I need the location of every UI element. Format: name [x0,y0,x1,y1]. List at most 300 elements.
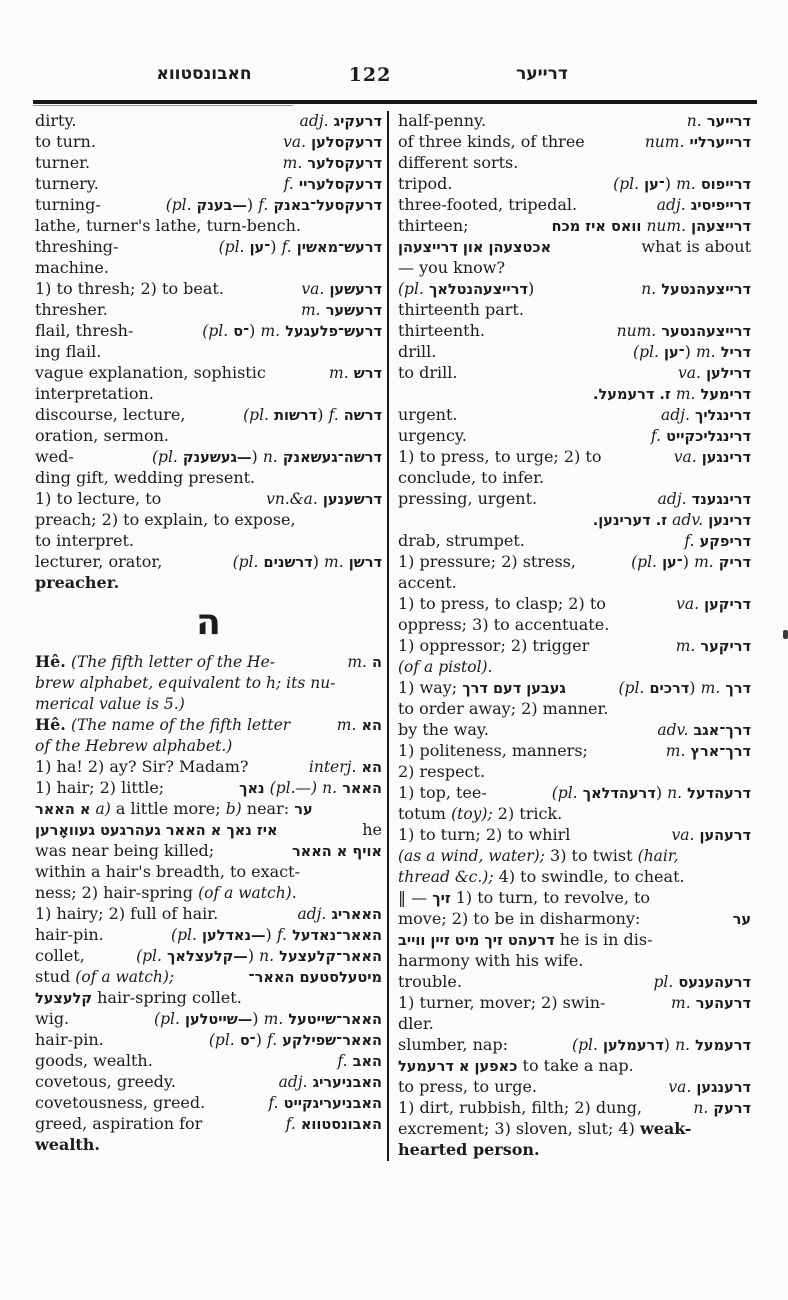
page-number: 122 [348,64,392,86]
text-run: move; 2) to be in disharmony: [398,909,641,928]
entry-english-text [35,694,185,713]
hebrew-run: קלעצעל [35,991,93,1007]
entry-line [398,699,751,720]
text-run: (pl. [136,947,162,965]
text-run: f. [337,1052,348,1070]
text-run: f. [283,175,294,193]
hebrew-run: ה [372,655,382,671]
entry-headword-group [243,405,382,424]
entry-headword-group [337,715,382,734]
text-run: (pl. [165,196,192,214]
text-run: goods, wealth. [35,1051,153,1070]
entry-line [398,216,751,237]
text-run: adj. [656,196,686,214]
entry-headword-group [658,489,751,508]
entry-english-text [398,594,606,613]
text-run: pl. [653,973,674,991]
entry-headword-group [337,1051,382,1070]
text-run: 1) hairy; 2) full of hair. [35,904,219,923]
hebrew-run: זיך [432,891,451,907]
entry-english-text [398,573,457,592]
text-run: within a hair's breadth, to exact- [35,862,301,881]
entry-line [398,1098,751,1119]
entry-line [398,510,751,531]
entry-headword-group [219,237,382,256]
text-run: 1) to turn; 2) to whirl [398,825,571,844]
entry-headword-group [347,652,382,671]
text-run: different sorts. [398,153,519,172]
entry-headword-group [268,1093,382,1112]
entry-english-text [35,384,154,403]
entry-line [398,237,751,258]
text-run: half-penny. [398,111,487,130]
hebrew-run: דרינגען [701,450,751,466]
text-run: urgent. [398,405,458,424]
text-run: — you know? [398,258,506,277]
guide-word-left: חאבונסטווא [156,64,252,84]
entry-english-text [35,363,266,382]
entry-headword-group [671,993,751,1012]
entry-line [35,426,382,447]
text-run: (pl. [633,343,659,361]
text-run: m. [675,637,696,655]
entry-english-text [35,531,134,550]
entry-line [398,552,751,573]
hebrew-run: וואס איז מכח [551,219,642,235]
entry-headword-group [674,447,751,466]
hebrew-run: ער [294,802,313,818]
text-run: covetousness, greed. [35,1093,206,1112]
entry-line [398,1035,751,1056]
entry-headword-group [676,594,751,613]
hebrew-run: האאר־קלעצעל [279,949,382,965]
hebrew-run: איז נאך א האאר געהרגעט געוואָרען [35,823,278,839]
entry-headword-group [687,111,751,130]
column-1 [35,111,387,1161]
text-run: (The fifth letter of the He- [70,653,275,671]
hebrew-run: האבניעריג [312,1075,382,1091]
entry-headword-group [613,174,751,193]
entry-headword-group [362,820,382,839]
entry-line [35,300,382,321]
hebrew-run: —בענק [196,198,247,214]
hebrew-run: ־ען [644,177,665,193]
hebrew-run: דרייער [706,114,751,130]
text-run: tripod. [398,174,453,193]
entry-english-text [398,321,485,340]
text-run: 1) turner, mover; 2) swin- [398,993,606,1012]
text-run: f. [267,1031,278,1049]
hebrew-run: דרייצעהנטעל [661,282,751,298]
hebrew-run: דרייצעהנטער [661,324,751,340]
hebrew-run: א האאר [35,802,91,818]
entry-line [398,993,751,1014]
entry-line [35,1051,382,1072]
text-run: 1) way; [398,678,458,697]
entry-line [35,904,382,925]
entry-english-text [35,174,99,193]
hebrew-run: הא [361,718,382,734]
text-run: f. [281,238,292,256]
entry-line [35,342,382,363]
hebrew-run: דרך־אגב [693,723,751,739]
hebrew-run: דרינגענד [691,492,751,508]
hebrew-run: ־ען [663,345,685,361]
entry-line [35,1114,382,1135]
entry-english-text [35,1114,202,1133]
entry-english-text [35,573,119,592]
entry-line [398,279,751,300]
text-run: (hair, [637,847,679,865]
entry-english-text [35,321,133,340]
text-run: 1) to thresh; 2) to beat. [35,279,224,298]
hebrew-run: דרינגליכקייט [666,429,751,445]
text-run: ) [684,342,691,361]
text-run: excrement; 3) sloven, slut; 4) [398,1119,635,1138]
hebrew-run: דרך [725,681,751,697]
hebrew-run: האאר [342,781,382,797]
text-run: of the Hebrew alphabet.) [35,737,233,755]
text-run: hair-pin. [35,925,104,944]
hebrew-run: דרעשער [325,303,382,319]
text-run: m. [324,553,344,571]
text-run: preacher. [35,573,120,592]
entry-english-text [398,489,537,508]
entry-english-text [35,342,101,361]
text-run: 1) politeness, manners; [398,741,588,760]
entry-headword-group [266,489,382,508]
text-run: (pl. [208,1031,235,1049]
hebrew-run: דרעשען [329,282,382,298]
text-run: ness; 2) hair-spring [35,883,193,902]
entry-english-text [35,1093,205,1112]
entry-english-text [35,195,101,214]
text-run: adv. [657,721,689,739]
entry-english-text [398,426,467,445]
entry-english-text [35,904,218,923]
hebrew-run: כאפען א דרעמעל [398,1059,518,1075]
text-run: n. [667,784,683,802]
text-run: adj. [661,406,690,424]
text-run: m. [675,385,696,403]
text-run: m. [336,716,357,734]
text-run: ) [664,174,672,193]
entry-line [35,736,382,757]
text-run: n. [693,1099,709,1117]
text-run: 1) dirt, rubbish, filth; 2) dung, [398,1098,643,1117]
entry-line [35,967,382,988]
text-run: collet, [35,946,85,965]
text-run: adj. [299,112,329,130]
text-run: adj. [657,490,687,508]
entry-line [35,531,382,552]
text-run: dler. [398,1014,434,1033]
text-run: 1) pressure; 2) stress, [398,552,576,571]
hebrew-run: דרינגליך [695,408,751,424]
entry-line [35,1135,382,1156]
text-run: slumber, nap: [398,1035,509,1054]
hebrew-run: דרכים [649,681,690,697]
entry-line [398,1140,751,1161]
text-run: thirteenth part. [398,300,524,319]
hebrew-run: דרעקיג [333,114,382,130]
hebrew-run: דרייפיסיג [690,198,751,214]
text-run: dirty. [35,111,77,130]
text-run: (pl. [551,784,578,802]
text-run: adj. [278,1073,308,1091]
hebrew-run: —נאדלען [201,928,266,944]
entry-line [35,652,382,673]
entry-english-text [398,888,650,907]
hebrew-run: דרעהענעס [678,975,751,991]
text-run: ) [246,195,254,214]
entry-headword-group [309,757,382,776]
entry-english-text [35,132,96,151]
text-run: pressing, urgent. [398,489,538,508]
text-run: m. [695,343,716,361]
hebrew-run: דריקער [700,639,751,655]
text-run: f. [684,532,695,550]
text-run: va. [301,280,325,298]
entry-headword-group [301,279,382,298]
entry-line [35,216,382,237]
hebrew-run: דרינען [708,513,751,529]
text-run: m. [260,322,281,340]
entry-english-text [398,258,505,277]
entry-headword-group [283,153,382,172]
text-run: interpretation. [35,384,154,403]
text-run: wed- [35,447,74,466]
text-run: (pl. [243,406,269,424]
entry-line [398,132,751,153]
entry-english-text [35,925,104,944]
entry-english-text [35,1135,100,1154]
text-run: m. [700,679,721,697]
entry-line [398,531,751,552]
entry-line [35,799,382,820]
entry-english-text [35,673,335,692]
text-run: to press, to urge. [398,1077,537,1096]
text-run: ) [682,552,689,571]
text-run: f. [328,406,339,424]
text-run: n. [259,947,275,965]
hebrew-run: האב [352,1054,382,1070]
entry-line [35,321,382,342]
hebrew-run: דרעש־פלעגעל [285,324,382,340]
text-run: m. [665,742,686,760]
text-run: interj. [308,758,357,776]
entry-line [398,489,751,510]
text-run: Hê. [35,715,66,734]
header-rule [33,100,757,104]
entry-english-text [398,846,679,865]
entry-english-text [35,841,214,860]
text-run: (pl. [572,1036,598,1054]
text-run: n. [641,280,657,298]
entry-line [398,762,751,783]
hebrew-run: דרעקסעל־באנק [273,198,382,214]
text-run: he [362,820,382,839]
entry-headword-group [593,510,751,529]
text-run: machine. [35,258,109,277]
entry-line [35,489,382,510]
entry-line [398,195,751,216]
entry-line [398,615,751,636]
entry-english-text [398,1140,540,1159]
text-run: to interpret. [35,531,134,550]
entry-headword-group [617,321,751,340]
text-run: ) [252,1009,259,1028]
hebrew-run: דרשנים [263,555,313,571]
entry-line [35,384,382,405]
text-run: brew alphabet, equivalent to h; its nu- [35,674,336,692]
hebrew-run: דרעקסלער [307,156,382,172]
text-run: vague explanation, sophistic [35,363,266,382]
entry-line [398,741,751,762]
entry-english-text [398,930,653,949]
hebrew-run: דריקען [704,597,751,613]
text-run: turner. [35,153,91,172]
text-run: ) [312,552,319,571]
hebrew-run: דרעמעל [695,1038,751,1054]
entry-english-text [398,720,489,739]
entry-headword-group [283,132,382,151]
hebrew-run: דרעקסלעריי [298,177,382,193]
hebrew-run: האאר־שפילקע [282,1033,382,1049]
entry-line [35,757,382,778]
entry-english-text [398,825,570,844]
entry-english-text [35,1051,153,1070]
columns-container [0,104,788,1161]
entry-english-text [398,279,534,298]
text-run: m. [347,653,367,671]
hebrew-run: ־ען [249,240,271,256]
text-run: ‖ — [398,888,428,907]
text-run: to take a nap. [522,1056,634,1075]
text-run: drab, strumpet. [398,531,525,550]
text-run: n. [686,112,702,130]
hebrew-run: דרילען [706,366,751,382]
entry-line [398,153,751,174]
hebrew-run: דרייצעהן [691,219,751,235]
text-run: to turn. [35,132,96,151]
text-run: ) [251,447,258,466]
entry-english-text [398,153,518,172]
entry-line [398,636,751,657]
entry-line [398,720,751,741]
entry-line [35,715,382,736]
text-run: f. [285,1115,296,1133]
hebrew-run: דריק [718,555,751,571]
entry-english-text [398,552,576,571]
text-run: 2) trick. [497,804,563,823]
hebrew-run: דרעהדלאך [582,786,656,802]
entry-english-text [35,552,162,571]
text-run: a) [95,800,111,818]
hebrew-run: דרעהער [695,996,751,1012]
entry-headword-group [239,778,382,797]
entry-line [398,321,751,342]
hebrew-run: מיטעלסטעם האאר־ [248,970,382,986]
text-run: preach; 2) to explain, to expose, [35,510,296,529]
hebrew-run: —געשענק [182,450,252,466]
entry-english-text [35,652,275,671]
text-run: m. [671,994,691,1012]
entry-headword-group [633,342,751,361]
entry-line [35,174,382,195]
entry-line [35,946,382,967]
entry-line [398,678,751,699]
entry-english-text [35,715,290,734]
entry-english-text [398,636,589,655]
entry-english-text [398,342,436,361]
text-run: weak- [639,1119,692,1138]
entry-english-text [398,363,457,382]
hebrew-run: האאר־שייטעל [288,1012,382,1028]
text-run: he is in dis- [559,930,653,949]
text-run: (toy); [451,805,493,823]
entry-english-text [398,699,608,718]
text-run: (pl. [631,553,657,571]
entry-headword-group [666,741,751,760]
entry-english-text [398,783,487,802]
entry-line [35,673,382,694]
text-run: (pl. [154,1010,180,1028]
entry-line [35,1072,382,1093]
entry-line [398,1056,751,1077]
text-run: turning- [35,195,101,214]
entry-headword-group [202,321,382,340]
entry-english-text [398,300,524,319]
text-run: conclude, to infer. [398,468,545,487]
hebrew-run: דרש [353,366,382,382]
text-run: totum [398,804,446,823]
entry-headword-group [572,1035,751,1054]
text-run: vn.&a. [266,490,318,508]
hebrew-run: —שייטלען [185,1012,253,1028]
entry-headword-group [684,531,751,550]
entry-english-text [35,1009,69,1028]
hebrew-run: ־ס [239,1033,256,1049]
guide-word-right: דרייער [516,64,568,84]
entry-headword-group [233,552,382,571]
text-run: va. [673,448,697,466]
text-run: (pl. [398,280,424,298]
text-run: thirteenth. [398,321,485,340]
entry-line [35,447,382,468]
text-run: Hê. [35,652,66,671]
text-run: ) [265,925,272,944]
hebrew-run: דרעק [713,1101,751,1117]
text-run: (pl. [218,238,245,256]
entry-english-text [35,216,301,235]
text-run: va. [678,364,701,382]
text-run: of three kinds, of three [398,132,585,151]
entry-english-text [398,1014,434,1033]
text-run: ) [317,405,324,424]
entry-english-text [35,799,313,818]
entry-headword-group [329,363,382,382]
hebrew-run: דרשה־געשאנק [282,450,382,466]
hebrew-run: דרעמלען [602,1038,664,1054]
entry-headword-group [733,909,751,928]
entry-line [35,552,382,573]
entry-headword-group [676,636,751,655]
entry-english-text [35,862,300,881]
text-run: 1) to press, to clasp; 2) to [398,594,606,613]
entry-english-text [35,757,248,776]
scan-speck [783,630,788,639]
